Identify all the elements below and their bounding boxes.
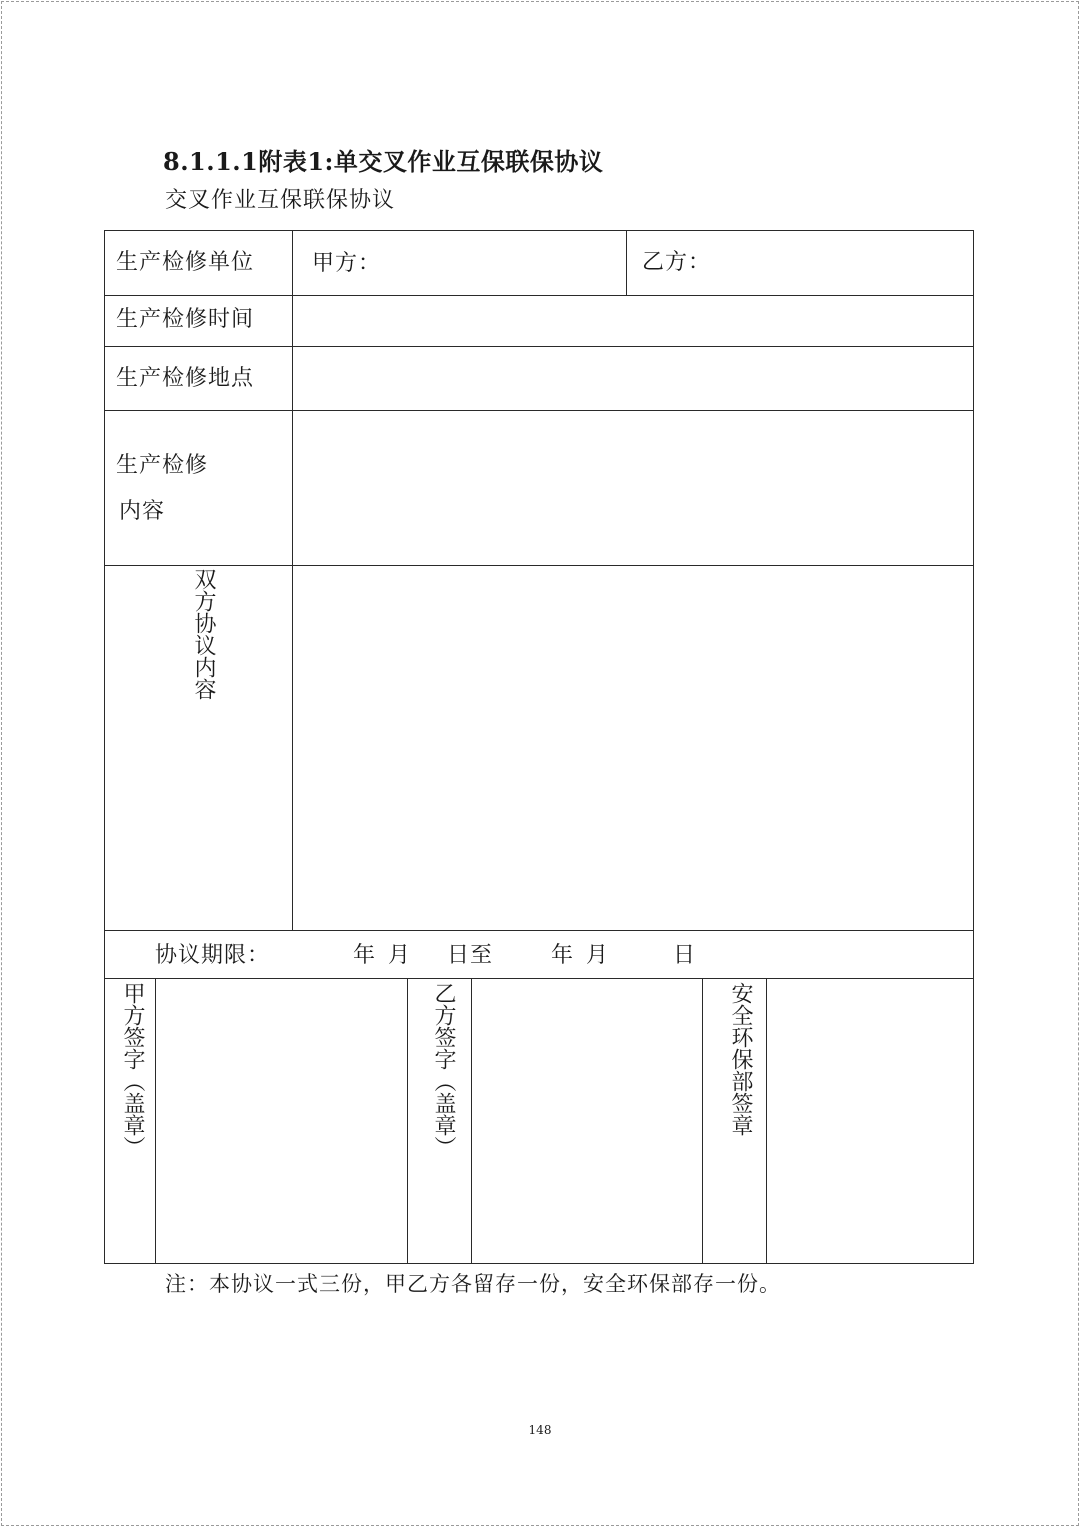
sign-column-divider xyxy=(407,978,408,1263)
sign-column-divider xyxy=(702,978,703,1263)
party-column-divider xyxy=(626,230,627,295)
content-field[interactable] xyxy=(300,416,965,560)
label-sign-safety-dept: 安全环保部签章 xyxy=(728,982,753,1136)
term-day-end: 日 xyxy=(673,943,697,968)
appendix-heading: 8.1.1.1附表1:单交叉作业互保联保协议 xyxy=(163,147,604,176)
row-divider xyxy=(104,930,974,931)
row-divider xyxy=(104,978,974,979)
label-place: 生产检修地点 xyxy=(116,366,255,391)
sign-column-divider xyxy=(471,978,472,1263)
table-border-left xyxy=(104,230,105,1264)
time-field[interactable] xyxy=(300,300,965,342)
table-border-top xyxy=(104,230,974,231)
term-year-end: 年 xyxy=(551,943,575,968)
sign-column-divider xyxy=(766,978,767,1263)
row-divider xyxy=(104,565,974,566)
term-month-start: 月 xyxy=(388,943,412,968)
footnote: 注：本协议一式三份，甲乙方各留存一份，安全环保部存一份。 xyxy=(165,1272,781,1296)
party-a-field[interactable] xyxy=(375,238,615,288)
party-b-field[interactable] xyxy=(705,238,965,288)
row-divider xyxy=(104,346,974,347)
label-unit: 生产检修单位 xyxy=(116,250,255,275)
table-border-bottom xyxy=(104,1263,974,1264)
sign-party-b-field[interactable] xyxy=(476,984,697,1258)
label-term: 协议期限： xyxy=(155,943,271,968)
sign-party-a-field[interactable] xyxy=(160,984,402,1258)
term-day-start-to: 日至 xyxy=(447,943,494,968)
sign-column-divider xyxy=(155,978,156,1263)
label-sign-party-b: 乙方签字（盖章） xyxy=(431,982,456,1158)
label-content-line1: 生产检修 xyxy=(116,453,209,478)
label-party-a: 甲方： xyxy=(312,251,382,276)
place-field[interactable] xyxy=(300,352,965,406)
label-sign-party-a: 甲方签字（盖章） xyxy=(120,982,145,1158)
table-border-right xyxy=(973,230,974,1264)
row-divider xyxy=(104,410,974,411)
term-month-end: 月 xyxy=(586,943,610,968)
label-party-b: 乙方： xyxy=(642,250,712,275)
term-year-start: 年 xyxy=(353,943,377,968)
label-agreement-content: 双方协议内容 xyxy=(191,568,216,700)
agreement-content-field[interactable] xyxy=(300,571,965,925)
label-content-line2: 内容 xyxy=(119,499,166,524)
sign-safety-dept-field[interactable] xyxy=(771,984,968,1258)
label-column-divider xyxy=(292,230,293,930)
label-time: 生产检修时间 xyxy=(116,307,255,332)
page-number: 148 xyxy=(528,1423,552,1437)
row-divider xyxy=(104,295,974,296)
form-title: 交叉作业互保联保协议 xyxy=(165,188,396,213)
